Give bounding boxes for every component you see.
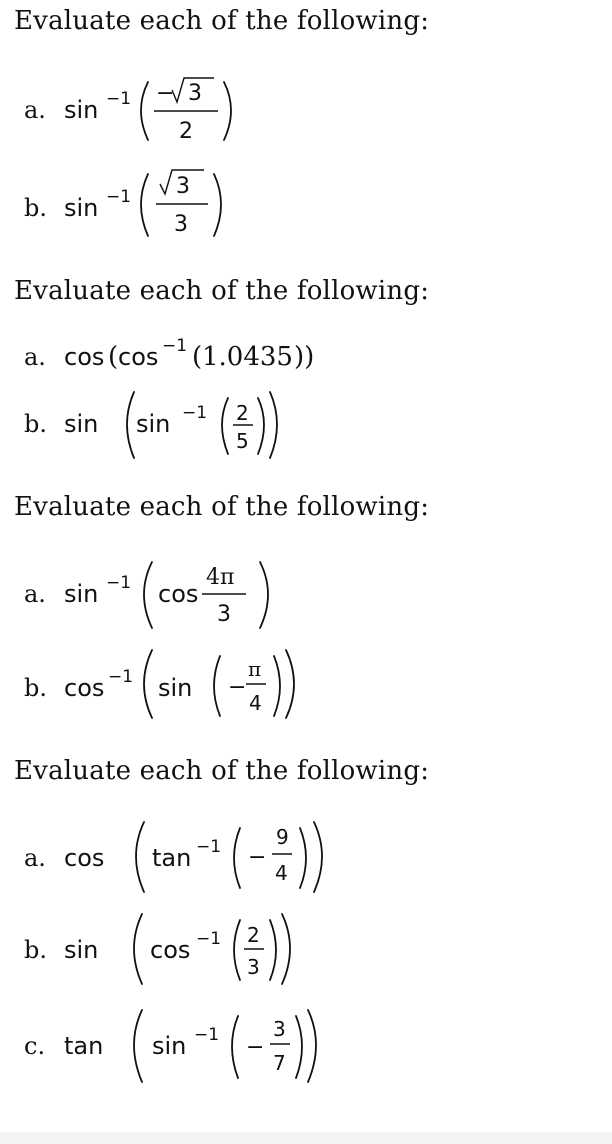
inverse-superscript: −1 xyxy=(106,187,132,207)
negative-sign: − xyxy=(248,845,267,870)
inverse-superscript: −1 xyxy=(182,403,208,423)
right-paren xyxy=(260,562,268,628)
section-4-problem-a-math xyxy=(24,814,354,898)
numerator-sign: − xyxy=(156,81,175,106)
section-2-problem-a-math xyxy=(24,330,364,380)
problem-label: a. xyxy=(24,96,46,124)
right-paren xyxy=(224,82,231,140)
inner-function: cos xyxy=(150,936,191,964)
outer-function: tan xyxy=(64,1032,104,1060)
problem-label: b. xyxy=(24,410,47,438)
section-2-problem-b xyxy=(24,384,324,464)
section-4-problem-b xyxy=(24,908,324,988)
inner-left-paren xyxy=(234,920,240,980)
numerator: 4π xyxy=(206,565,235,590)
outer-function: cos xyxy=(64,844,105,872)
outer-function: sin xyxy=(64,936,99,964)
denominator: 3 xyxy=(174,212,188,237)
outer-left-paren xyxy=(134,914,142,984)
inverse-superscript: −1 xyxy=(108,667,134,687)
page-bottom-edge xyxy=(0,1132,612,1144)
right-paren xyxy=(214,174,221,236)
section-1-problem-b-math xyxy=(24,160,264,244)
outer-right-paren xyxy=(308,1010,316,1082)
left-paren xyxy=(141,82,148,140)
numerator-radicand: 3 xyxy=(188,81,202,106)
close-parens: )) xyxy=(294,342,315,372)
inner-function: cos xyxy=(158,580,199,608)
inverse-superscript: −1 xyxy=(106,89,132,109)
section-4-problem-a xyxy=(24,814,354,898)
numerator: π xyxy=(248,657,262,681)
section-3-problem-b xyxy=(24,634,344,718)
left-paren xyxy=(141,174,148,236)
outer-function: sin xyxy=(64,580,99,608)
problem-label: c. xyxy=(24,1032,46,1060)
inner-left-paren xyxy=(232,1016,238,1078)
outer-function: cos xyxy=(64,343,105,371)
inner-right-paren xyxy=(296,1016,302,1078)
section-3-problem-a xyxy=(24,552,324,636)
outer-right-paren xyxy=(270,392,277,458)
numerator: 3 xyxy=(273,1017,286,1041)
section-2-problem-a xyxy=(24,330,364,380)
section-3-problem-b-math xyxy=(24,634,344,718)
problem-label: a. xyxy=(24,844,46,872)
problem-label: a. xyxy=(24,580,46,608)
section-4-problem-b-math xyxy=(24,908,324,988)
section-4-heading: Evaluate each of the following: xyxy=(14,756,430,786)
section-3-heading: Evaluate each of the following: xyxy=(14,492,430,522)
negative-sign: − xyxy=(246,1035,265,1060)
section-4-problem-c-math xyxy=(24,1004,344,1088)
section-3-problem-a-math xyxy=(24,552,324,636)
denominator: 5 xyxy=(236,429,249,453)
denominator: 2 xyxy=(179,119,193,144)
left-paren xyxy=(144,562,152,628)
section-1-heading: Evaluate each of the following: xyxy=(14,6,430,36)
denominator: 3 xyxy=(247,955,260,979)
inverse-superscript: −1 xyxy=(162,336,188,356)
inverse-superscript: −1 xyxy=(194,1025,220,1045)
denominator: 7 xyxy=(273,1051,286,1075)
inner-function: tan xyxy=(152,844,192,872)
function-name: sin xyxy=(64,194,99,222)
open-paren: ( xyxy=(108,342,119,372)
section-1-problem-b xyxy=(24,160,264,244)
numerator: 2 xyxy=(236,401,249,425)
inner-function: sin xyxy=(152,1032,187,1060)
outer-function: cos xyxy=(64,674,105,702)
problem-label: b. xyxy=(24,936,47,964)
outer-right-paren xyxy=(282,914,290,984)
inner-left-paren xyxy=(222,398,228,454)
inner-function: sin xyxy=(158,674,193,702)
section-1-problem-a-math xyxy=(24,70,264,154)
numerator: 2 xyxy=(247,923,260,947)
outer-left-paren xyxy=(136,822,144,892)
negative-sign: − xyxy=(228,675,247,700)
problem-label: b. xyxy=(24,674,47,702)
problem-label: b. xyxy=(24,194,47,222)
inner-right-paren xyxy=(270,920,276,980)
outer-function: sin xyxy=(64,410,99,438)
argument: 1.0435 xyxy=(202,342,293,372)
open-paren: ( xyxy=(192,342,203,372)
outer-left-paren xyxy=(134,1010,142,1082)
numerator-radicand: 3 xyxy=(176,174,190,199)
inner-function: cos xyxy=(118,343,159,371)
function-name: sin xyxy=(64,96,99,124)
outer-right-paren xyxy=(314,822,322,892)
section-2-problem-b-math xyxy=(24,384,324,464)
problem-label: a. xyxy=(24,343,46,371)
denominator: 4 xyxy=(249,691,262,715)
section-2-heading: Evaluate each of the following: xyxy=(14,276,430,306)
numerator: 9 xyxy=(276,825,289,849)
section-4-problem-c xyxy=(24,1004,344,1088)
inner-right-paren xyxy=(274,656,280,716)
outer-left-paren xyxy=(127,392,134,458)
section-1-problem-a xyxy=(24,70,264,154)
outer-right-paren xyxy=(286,650,294,718)
inverse-superscript: −1 xyxy=(106,573,132,593)
inner-left-paren xyxy=(214,656,220,716)
denominator: 4 xyxy=(275,861,288,885)
denominator: 3 xyxy=(217,602,231,627)
inverse-superscript: −1 xyxy=(196,929,222,949)
inverse-superscript: −1 xyxy=(196,837,222,857)
inner-right-paren xyxy=(300,828,306,888)
inner-left-paren xyxy=(234,828,240,888)
inner-function: sin xyxy=(136,410,171,438)
inner-right-paren xyxy=(258,398,264,454)
outer-left-paren xyxy=(144,650,152,718)
